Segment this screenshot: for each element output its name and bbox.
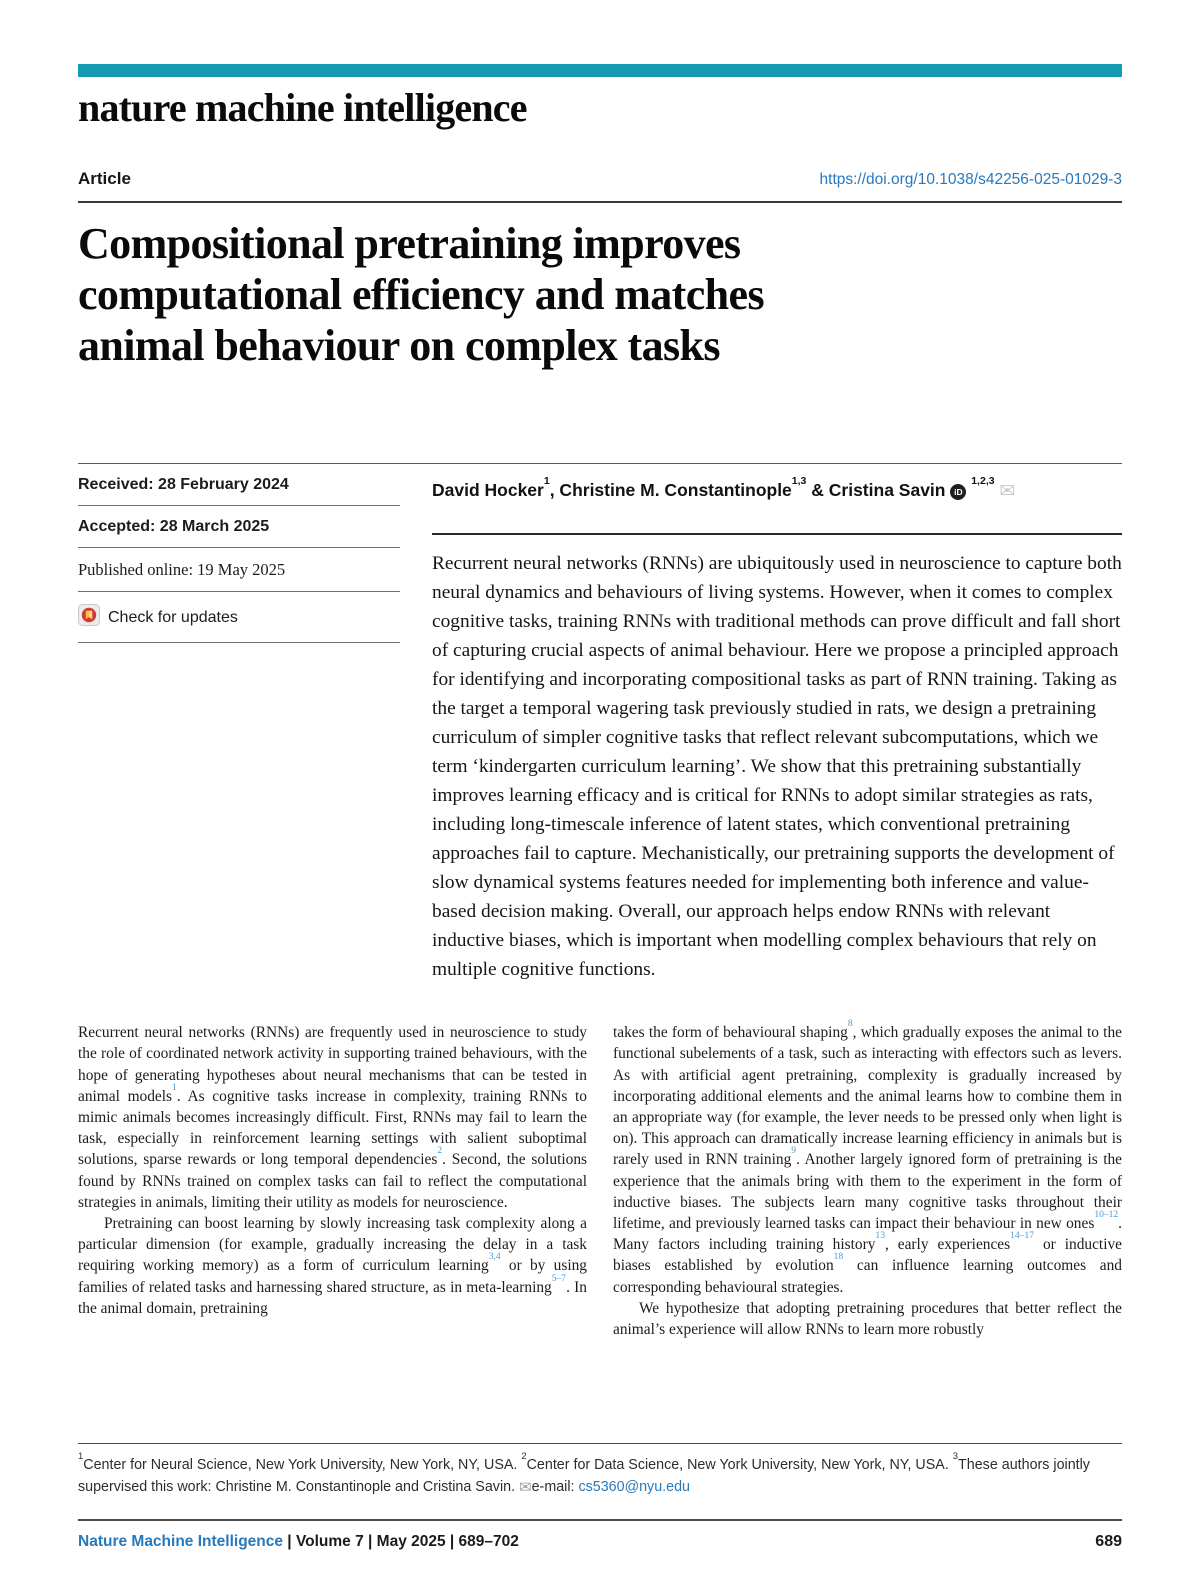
check-for-updates-button[interactable]: [78, 592, 400, 643]
title-line-1: Compositional pretraining improves: [78, 219, 741, 268]
body-paragraph: takes the form of behavioural shaping$^8$, which gradually exposes the animal to the functional subelements of a task, such as interacting with effectors such as levers. As with artificial agent pretraining, complexity is gradually increased by incorporating additional elements and the animal learns how to combine them in an appropriate way (for example, the lever needs to be pressed only when light is on). This approach can dramatically increase learning efficiency in animals but is rarely used in RNN training$^9$. Another largely ignored form of pretraining is the experience that the animals bring with them to the experiment in the form of inductive biases. The subjects learn many cognitive tasks throughout their lifetime, and previously learned tasks can impact their behaviour in new ones$^{10-12}$. Many factors including training history$^{13}$, early experiences$^{14-17}$ or inductive biases established by evolution$^{18}$ can influence learning outcomes and corresponding behavioural strategies.: [613, 1018, 1123, 1296]
body-column-right: [613, 1018, 1123, 1340]
title-line-2: computational efficiency and matches: [78, 270, 764, 320]
title-divider: [78, 201, 1122, 203]
email-link[interactable]: cs5360@nyu.edu: [578, 1478, 690, 1495]
abstract-text: Recurrent neural networks (RNNs) are ubiquitously used in neuroscience to capture both neural dynamics and behaviours of living systems. However, when it comes to complex cognitive tasks, training RNNs with traditional methods can prove difficult and fall short of capturing crucial aspects of animal behaviour. Here we propose a principled approach for identifying and incorporating compositional tasks as part of RNN training. Taking as the target a temporal wagering task previously studied in rats, we design a pretraining curriculum of simpler cognitive tasks that reflect relevant subcomputations, which we term ‘kindergarten curriculum learning’. We show that this pretraining substantially improves learning efficacy and is critical for RNNs to adopt similar strategies as rats, including long-timescale inference of latent states, which conventional pretraining approaches fail to capture. Mechanistically, our pretraining supports the development of slow dynamical systems features needed for implementing both inference and value-based decision making. Overall, our approach helps endow RNNs with relevant inductive biases, which is important when modelling complex behaviours that rely on multiple cognitive functions.: [432, 553, 1122, 981]
check-for-updates-label: Check for updates: [108, 608, 238, 626]
orcid-icon: iD: [950, 484, 966, 500]
accepted-date: Accepted: 28 March 2025: [78, 506, 400, 548]
journal-brand-bar: [78, 64, 1122, 77]
body-paragraph: Pretraining can boost learning by slowly increasing task complexity along a particular dimension (for example, gradually increasing the delay in a task requiring working memory) as a form of curriculum learning$^{3,4}$ or by using families of related tasks and harnessing shared structure, as in meta-learning$^{5-7}$. In the animal domain, pretraining: [78, 1214, 588, 1317]
journal-logo: nature machine intelligence: [78, 85, 527, 130]
article-header-row: [78, 169, 1122, 189]
footer-journal-link[interactable]: Nature Machine Intelligence: [78, 1533, 283, 1550]
abstract-divider: [432, 533, 1122, 535]
article-type-label: Article: [78, 169, 131, 188]
body-paragraph: We hypothesize that adopting pretraining procedures that better reflect the animal’s experience will allow RNNs to learn more robustly: [613, 1299, 1122, 1338]
received-date: Received: 28 February 2024: [78, 464, 400, 506]
envelope-icon: ✉: [999, 481, 1016, 503]
crossmark-icon: [78, 604, 100, 631]
article-body: [78, 1018, 1123, 1340]
doi-link[interactable]: https://doi.org/10.1038/s42256-025-01029-3: [819, 171, 1122, 188]
body-column-left: [78, 1022, 587, 1340]
abstract-column: [400, 464, 1122, 984]
footer-citation: [78, 1533, 519, 1551]
footer-issue-info: | Volume 7 | May 2025 | 689–702: [283, 1533, 519, 1550]
page-footer: [78, 1521, 1122, 1551]
page-bottom: [78, 1443, 1122, 1551]
body-paragraph: Recurrent neural networks (RNNs) are frequently used in neuroscience to study the role of coordinated network activity in supporting trained behaviours, with the hope of generating hypotheses about neural mechanisms that can be tested in animal models$^1$. As cognitive tasks increase in complexity, training RNNs to mimic animals becomes increasingly difficult. First, RNNs may fail to learn the task, especially in reinforcement learning settings with salient suboptimal solutions, sparse rewards or long temporal dependencies$^2$. Second, the solutions found by RNNs trained on complex tasks can fail to reflect the computational strategies in animals, limiting their utility as models for neuroscience.: [78, 1024, 588, 1211]
affiliations-footnote: $^1$Center for Neural Science, New York University, New York, NY, USA. $^2$Center for Data Science, New York University, New York, NY, USA. $^3$These authors jointly supervised this work: Christine M. Constantinople and Cristina Savin. ✉e-mail: cs5360@nyu.edu: [78, 1450, 1090, 1496]
meta-and-abstract-section: [78, 464, 1122, 984]
page-title: [78, 218, 1122, 371]
title-line-3: animal behaviour on complex tasks: [78, 321, 720, 371]
authors-line: David Hocker$^1$, Christine M. Constantinople$^{1,3}$ & Cristina Savin iD $^{1,2,3}$ ✉: [432, 474, 1016, 503]
footer-page-number: 689: [1095, 1533, 1122, 1550]
history-sidebar: [78, 464, 400, 984]
published-date: Published online: 19 May 2025: [78, 548, 400, 592]
envelope-icon: ✉: [519, 1478, 532, 1496]
